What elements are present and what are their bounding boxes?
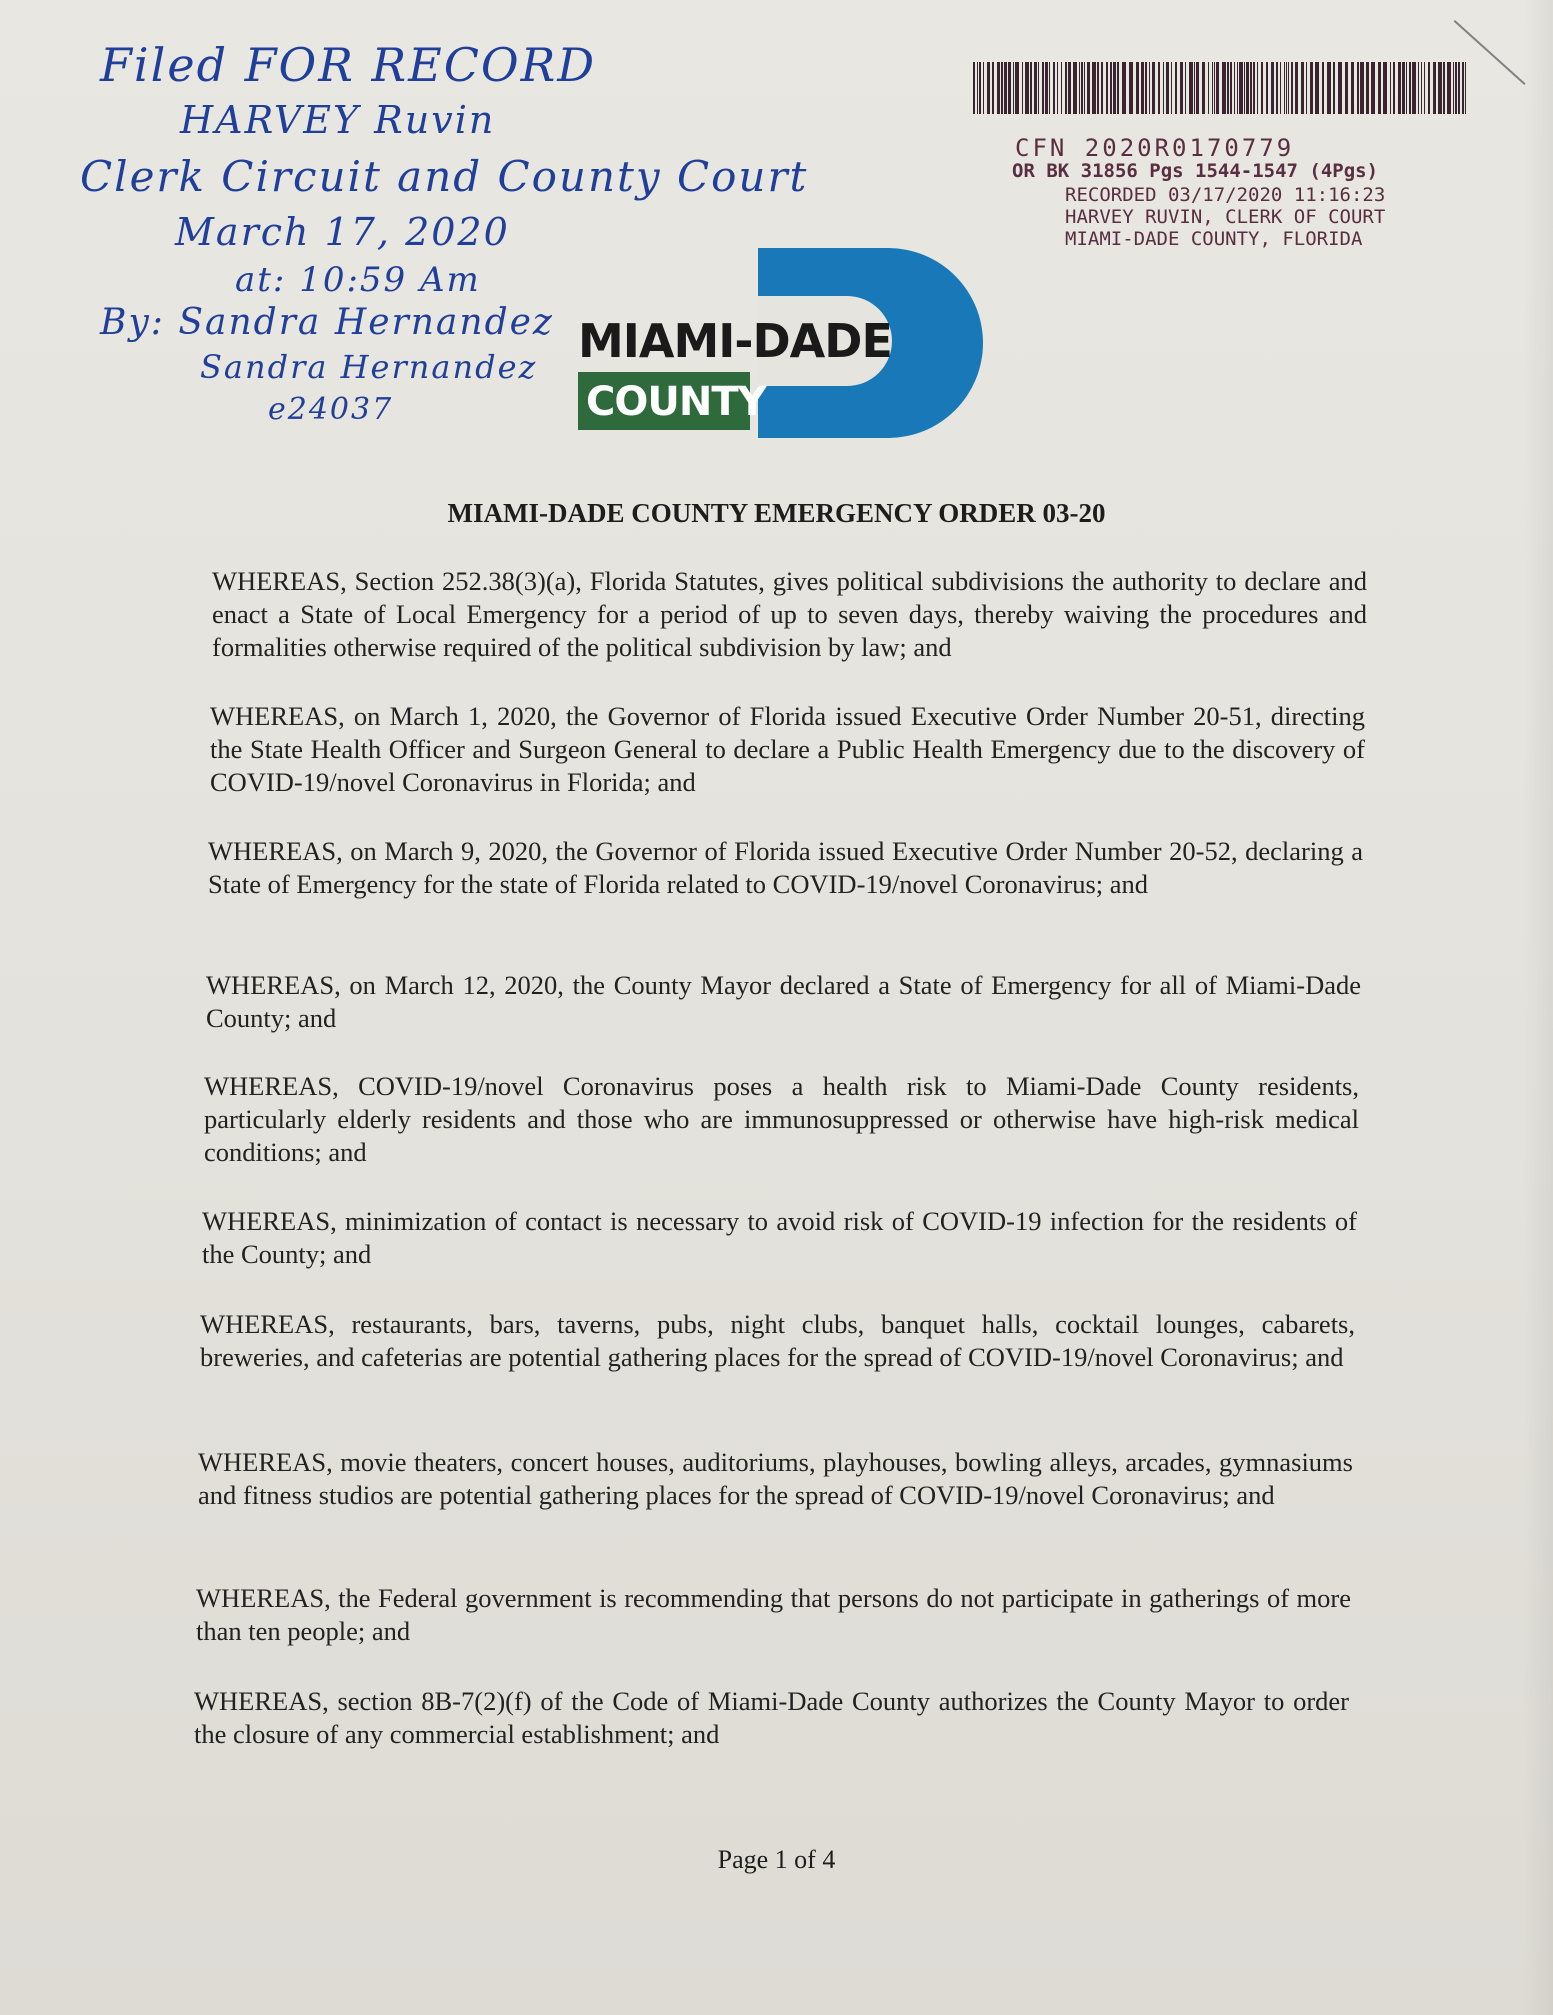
paragraph-whereas-8: WHEREAS, movie theaters, concert houses, auditoriums, playhouses, bowling alleys, arcades, gymnasiums and fitness studios are potential gathering places for the spread of COVID-19/novel Coronavirus; and xyxy=(198,1447,1353,1510)
barcode-bar xyxy=(1057,62,1058,114)
logo-county-box xyxy=(578,372,766,430)
handwritten-line-date: March 17, 2020 xyxy=(175,210,510,254)
barcode-bar xyxy=(977,62,978,114)
barcode-bar xyxy=(1418,62,1419,114)
barcode-bar xyxy=(1208,62,1209,114)
barcode-bar xyxy=(1129,62,1133,114)
barcode-bar xyxy=(1122,62,1126,114)
barcode-bar xyxy=(1008,62,1011,114)
barcode-bar xyxy=(1234,62,1235,114)
barcode-bar xyxy=(1438,62,1442,114)
barcode-bar xyxy=(1310,62,1313,114)
barcode-bar xyxy=(1462,62,1464,114)
barcode-bar xyxy=(1315,62,1319,114)
barcode-bar xyxy=(1117,62,1119,114)
barcode-bar xyxy=(983,62,984,114)
barcode-bar xyxy=(1428,62,1430,114)
barcode-bar xyxy=(1106,62,1108,114)
barcode-bar xyxy=(1222,62,1226,114)
barcode-bar xyxy=(1257,62,1258,114)
barcode xyxy=(973,62,1473,114)
barcode-bar xyxy=(1015,62,1019,114)
paragraph-whereas-9: WHEREAS, the Federal government is recommending that persons do not participate in gatherings of more than ten people; and xyxy=(196,1583,1351,1646)
barcode-bar xyxy=(1163,62,1164,114)
paragraph-whereas-5: WHEREAS, COVID-19/novel Coronavirus poses a health risk to Miami-Dade County residents, particularly elderly residents and those who are immunosuppressed or otherwise have high-risk medical conditions; and xyxy=(204,1071,1359,1167)
barcode-bar xyxy=(1084,62,1085,114)
paragraph-whereas-4: WHEREAS, on March 12, 2020, the County Mayor declared a State of Emergency for all of Miami-Dade County; and xyxy=(206,970,1361,1033)
barcode-bar xyxy=(1001,62,1003,114)
handwritten-signature: By: Sandra Hernandez xyxy=(100,302,554,343)
barcode-bar xyxy=(992,62,994,114)
barcode-bar xyxy=(1261,62,1263,114)
barcode-bar xyxy=(1286,62,1287,114)
barcode-bar xyxy=(1212,62,1213,114)
barcode-bar xyxy=(1149,62,1150,114)
barcode-bar xyxy=(1053,62,1055,114)
handwritten-line-filed: Filed FOR RECORD xyxy=(100,38,597,92)
barcode-bar xyxy=(1393,62,1395,114)
barcode-bar xyxy=(1034,62,1037,114)
barcode-bar xyxy=(1216,62,1219,114)
barcode-bar xyxy=(1390,62,1391,114)
barcode-bar xyxy=(1378,62,1381,114)
barcode-bar xyxy=(1266,62,1268,114)
handwritten-line-clerk-name: HARVEY Ruvin xyxy=(180,98,496,142)
barcode-bar xyxy=(1022,62,1023,114)
barcode-bar xyxy=(1068,62,1071,114)
barcode-bar xyxy=(1338,62,1342,114)
barcode-bar xyxy=(1113,62,1116,114)
miami-dade-county-logo xyxy=(578,248,983,438)
barcode-bar xyxy=(1065,62,1067,114)
barcode-bar xyxy=(1038,62,1039,114)
barcode-bar xyxy=(1166,62,1169,114)
barcode-bar xyxy=(1097,62,1099,114)
paragraph-whereas-6: WHEREAS, minimization of contact is necessary to avoid risk of COVID-19 infection for the residents of the County; and xyxy=(202,1206,1357,1269)
barcode-bar xyxy=(1383,62,1387,114)
barcode-bar xyxy=(1295,62,1298,114)
barcode-bar xyxy=(1045,62,1048,114)
paragraph-whereas-3: WHEREAS, on March 9, 2020, the Governor of Florida issued Executive Order Number 20-52, declaring a State of Emergency for the state of Florida related to COVID-19/novel Coronavirus; and xyxy=(208,836,1363,899)
paragraph-whereas-7: WHEREAS, restaurants, bars, taverns, pubs, night clubs, banquet halls, cocktail lounges, cabarets, breweries, and cafeterias are potential gathering places for the spread of COVID-19/novel Coronavirus; and xyxy=(200,1309,1355,1372)
barcode-bar xyxy=(1004,62,1007,114)
barcode-bar xyxy=(1152,62,1155,114)
logo-county-text: COUNTY xyxy=(586,379,766,425)
barcode-bar xyxy=(1230,62,1232,114)
barcode-bar xyxy=(1042,62,1044,114)
barcode-bar xyxy=(979,62,981,114)
barcode-bar xyxy=(1092,62,1096,114)
barcode-bar xyxy=(1141,62,1144,114)
barcode-bar xyxy=(1333,62,1335,114)
barcode-bar xyxy=(1087,62,1090,114)
barcode-bar xyxy=(1465,62,1466,114)
barcode-bar xyxy=(1202,62,1205,114)
recording-county: MIAMI-DADE COUNTY, FLORIDA xyxy=(1065,228,1363,250)
barcode-bar xyxy=(1276,62,1278,114)
barcode-bar xyxy=(1421,62,1422,114)
barcode-bar xyxy=(973,62,975,114)
barcode-bar xyxy=(1101,62,1103,114)
barcode-bar xyxy=(1239,62,1243,114)
document-title: MIAMI-DADE COUNTY EMERGENCY ORDER 03-20 xyxy=(447,498,1106,528)
barcode-bar xyxy=(1025,62,1029,114)
barcode-bar xyxy=(1079,62,1080,114)
handwritten-line-court: Clerk Circuit and County Court xyxy=(80,152,809,201)
barcode-bar xyxy=(1291,62,1293,114)
barcode-bar xyxy=(1398,62,1401,114)
logo-miami-dade-text: MIAMI-DADE xyxy=(578,314,892,368)
barcode-bar xyxy=(1409,62,1411,114)
barcode-bar xyxy=(1433,62,1436,114)
barcode-bar xyxy=(1049,62,1050,114)
barcode-bar xyxy=(1402,62,1405,114)
barcode-bar xyxy=(1250,62,1252,114)
barcode-bar xyxy=(987,62,990,114)
barcode-bar xyxy=(1237,62,1238,114)
barcode-bar xyxy=(1227,62,1229,114)
barcode-bar xyxy=(1345,62,1348,114)
barcode-bar xyxy=(1185,62,1186,114)
barcode-bar xyxy=(1424,62,1425,114)
barcode-bar xyxy=(1327,62,1331,114)
barcode-bar xyxy=(1073,62,1077,114)
barcode-bar xyxy=(1158,62,1160,114)
barcode-bar xyxy=(1458,62,1460,114)
paragraph-whereas-2: WHEREAS, on March 1, 2020, the Governor of Florida issued Executive Order Number 20-51, directing the State Health Officer and Surgeon General to declare a Public Health Emergency due to the discovery of COVID-19/novel Coronavirus in Florida; and xyxy=(210,701,1365,797)
barcode-bar xyxy=(1455,62,1457,114)
barcode-bar xyxy=(1214,62,1215,114)
barcode-bar xyxy=(1301,62,1304,114)
barcode-bar xyxy=(1284,62,1285,114)
barcode-bar xyxy=(1447,62,1451,114)
recording-timestamp: RECORDED 03/17/2020 11:16:23 xyxy=(1065,184,1386,206)
recording-cfn: CFN 2020R0170779 xyxy=(1015,134,1295,162)
barcode-bar xyxy=(997,62,1000,114)
barcode-bar xyxy=(1180,62,1183,114)
page-edge-shadow xyxy=(1523,0,1553,2015)
paragraph-whereas-10: WHEREAS, section 8B-7(2)(f) of the Code of Miami-Dade County authorizes the County Mayor to order the closure of any commercial establishment; and xyxy=(194,1686,1349,1749)
barcode-bar xyxy=(1360,62,1364,114)
barcode-bar xyxy=(1189,62,1193,114)
barcode-bar xyxy=(1030,62,1032,114)
barcode-bar xyxy=(1061,62,1062,114)
barcode-bar xyxy=(1453,62,1454,114)
handwritten-line-printed-name: Sandra Hernandez xyxy=(200,348,538,386)
barcode-bar xyxy=(1194,62,1195,114)
recording-clerk: HARVEY RUVIN, CLERK OF COURT xyxy=(1065,206,1386,228)
barcode-bar xyxy=(1412,62,1416,114)
barcode-bar xyxy=(1145,62,1147,114)
barcode-bar xyxy=(1351,62,1354,114)
barcode-bar xyxy=(1013,62,1014,114)
barcode-bar xyxy=(1136,62,1139,114)
barcode-bar xyxy=(1288,62,1289,114)
barcode-bar xyxy=(1366,62,1369,114)
handwritten-line-employee-id: e24037 xyxy=(268,392,394,427)
recording-book-pages: OR BK 31856 Pgs 1544-1547 (4Pgs) xyxy=(1012,160,1379,182)
barcode-bar xyxy=(1280,62,1281,114)
paragraph-whereas-1: WHEREAS, Section 252.38(3)(a), Florida Statutes, gives political subdivisions the authority to declare and enact a State of Local Emergency for a period of up to seven days, thereby waiving the procedures and formalities otherwise required of the political subdivision by law; and xyxy=(212,566,1367,662)
barcode-bar xyxy=(1171,62,1172,114)
barcode-bar xyxy=(1196,62,1199,114)
barcode-bar xyxy=(1371,62,1375,114)
barcode-bar xyxy=(1271,62,1274,114)
barcode-bar xyxy=(1253,62,1255,114)
barcode-bar xyxy=(1175,62,1177,114)
barcode-bar xyxy=(1443,62,1445,114)
barcode-bar xyxy=(1244,62,1245,114)
barcode-bar xyxy=(1322,62,1324,114)
barcode-bar xyxy=(1406,62,1407,114)
barcode-bar xyxy=(1110,62,1112,114)
barcode-bar xyxy=(1246,62,1249,114)
barcode-bar xyxy=(1306,62,1307,114)
page-number: Page 1 of 4 xyxy=(717,1845,836,1874)
handwritten-line-time: at: 10:59 Am xyxy=(235,260,481,300)
barcode-bar xyxy=(1357,62,1359,114)
barcode-bar xyxy=(1081,62,1083,114)
